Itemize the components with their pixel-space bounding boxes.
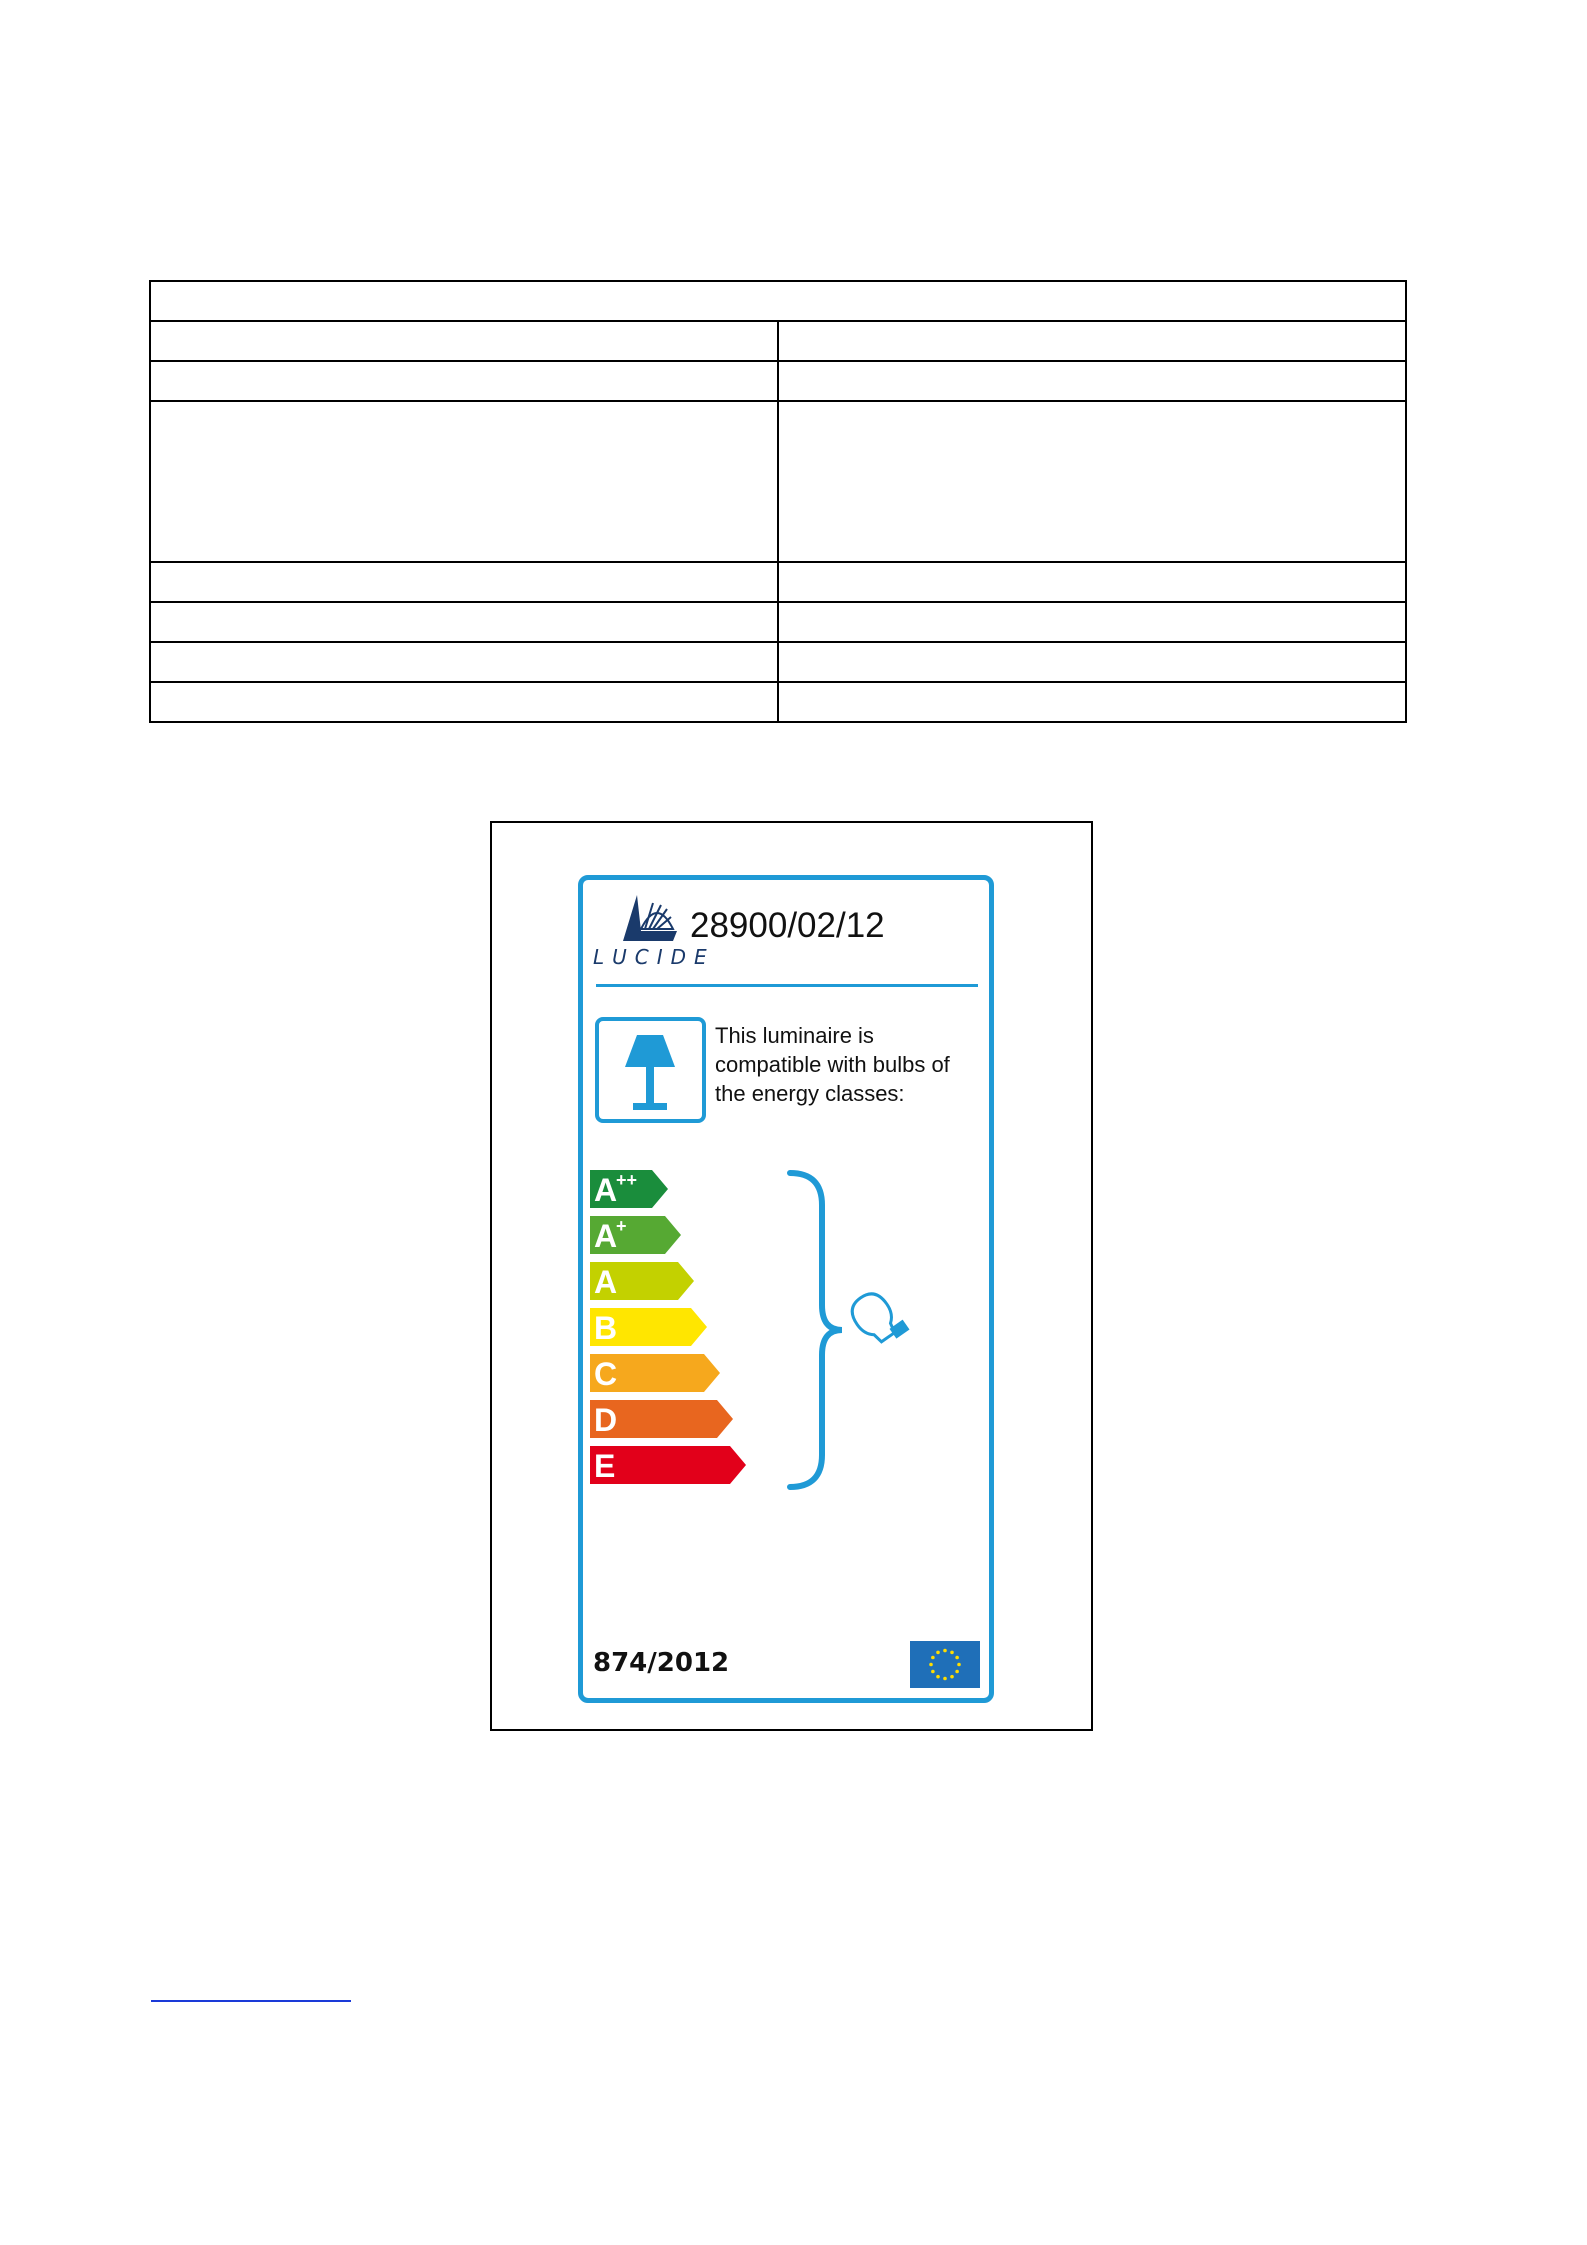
svg-text:+: + [616, 1216, 627, 1236]
eu-star [936, 1651, 940, 1655]
table-cell [778, 602, 1406, 642]
table-row [150, 321, 1406, 361]
model-code: 28900/02/12 [690, 906, 885, 945]
spec-table [149, 280, 1407, 723]
svg-text:A: A [594, 1172, 618, 1208]
energy-class-c [590, 1354, 720, 1392]
table-lamp-icon [595, 1017, 706, 1123]
svg-text:++: ++ [616, 1170, 638, 1190]
svg-text:A: A [594, 1218, 618, 1254]
energy-class-b [590, 1308, 707, 1346]
table-cell [150, 642, 778, 682]
eu-star [957, 1663, 961, 1667]
table-cell [778, 401, 1406, 562]
eu-star [929, 1663, 933, 1667]
table-cell [150, 401, 778, 562]
table-cell [150, 602, 778, 642]
table-cell [778, 682, 1406, 722]
energy-class-e [590, 1446, 746, 1484]
compatibility-text: This luminaire is compatible with bulbs of the energy classes: [715, 1023, 950, 1106]
energy-class-a-plus [590, 1216, 681, 1254]
table-cell [778, 642, 1406, 682]
table-row [150, 562, 1406, 602]
eu-star [943, 1677, 947, 1681]
table-row [150, 642, 1406, 682]
eu-star [931, 1670, 935, 1674]
eu-star [950, 1675, 954, 1679]
eu-star [931, 1656, 935, 1660]
regulation-number: 874/2012 [593, 1648, 730, 1678]
eu-flag-icon [910, 1641, 980, 1688]
svg-text:E: E [594, 1448, 616, 1484]
light-bulb-icon [846, 1288, 910, 1348]
eu-star [936, 1675, 940, 1679]
table-row [150, 281, 1406, 321]
table-cell [150, 682, 778, 722]
table-row [150, 602, 1406, 642]
eu-star [950, 1651, 954, 1655]
brand-name: LUCIDE [593, 945, 715, 969]
energy-class-d [590, 1400, 733, 1438]
energy-class-a [590, 1262, 694, 1300]
energy-class-scale [590, 1166, 770, 1496]
table-row [150, 401, 1406, 562]
header-divider [596, 984, 978, 987]
table-cell [150, 361, 778, 401]
svg-text:D: D [594, 1402, 618, 1438]
svg-text:A: A [594, 1264, 618, 1300]
eu-star [943, 1649, 947, 1653]
eu-star [955, 1656, 959, 1660]
table-cell [778, 562, 1406, 602]
table-row [150, 682, 1406, 722]
table-row [150, 361, 1406, 401]
table-cell [778, 321, 1406, 361]
energy-class-a-plusplus [590, 1170, 668, 1208]
table-cell [150, 562, 778, 602]
footer-link[interactable] [151, 1970, 351, 2002]
class-bracket [780, 1165, 920, 1495]
svg-text:B: B [594, 1310, 618, 1346]
svg-text:C: C [594, 1356, 618, 1392]
table-cell [778, 361, 1406, 401]
table-cell [150, 321, 778, 361]
eu-star [955, 1670, 959, 1674]
table-cell [150, 281, 1406, 321]
